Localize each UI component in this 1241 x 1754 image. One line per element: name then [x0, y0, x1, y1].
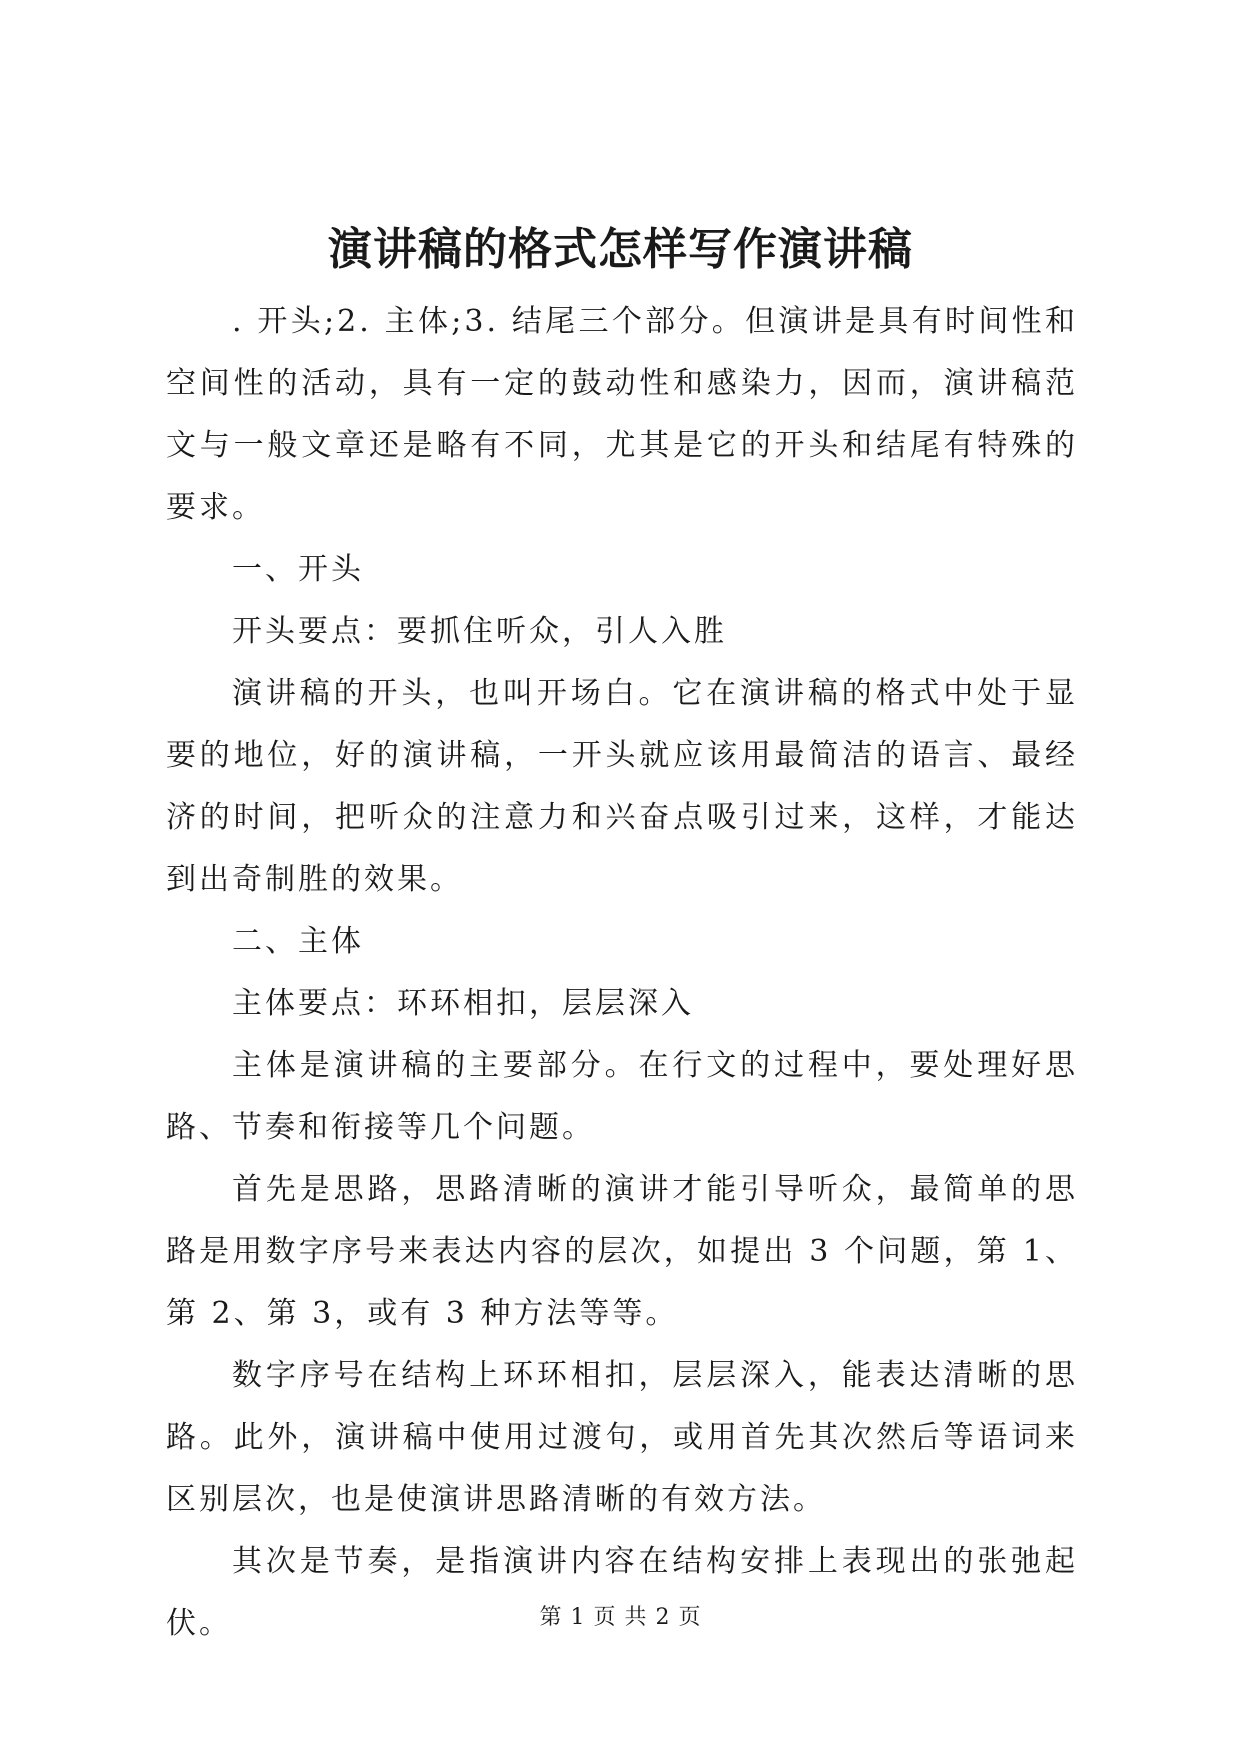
document-body — [166, 291, 1078, 1655]
heading-opening: 一、开头 — [232, 552, 364, 587]
paragraph-intro: . 开头;2. 主体;3. 结尾三个部分。但演讲是具有时间性和空间性的活动，具有一定的鼓动性和感染力，因而，演讲稿范文与一般文章还是略有不同，尤其是它的开头和结尾有特殊的要求。 — [166, 304, 1078, 525]
paragraph-structure: 首先是思路，思路清晰的演讲才能引导听众，最简单的思路是用数字序号来表达内容的层次，如提出 3 个问题，第 1、第 2、第 3，或有 3 种方法等等。 — [166, 1172, 1078, 1331]
paragraph-rhythm: 其次是节奏，是指演讲内容在结构安排上表现出的张弛起伏。 — [166, 1544, 1078, 1641]
paragraph-main-body: 主体是演讲稿的主要部分。在行文的过程中，要处理好思路、节奏和衔接等几个问题。 — [166, 1048, 1078, 1145]
paragraph-numbering: 数字序号在结构上环环相扣，层层深入，能表达清晰的思路。此外，演讲稿中使用过渡句，或用首先其次然后等语词来区别层次，也是使演讲思路清晰的有效方法。 — [166, 1358, 1078, 1517]
paragraph-opening-body: 演讲稿的开头，也叫开场白。它在演讲稿的格式中处于显要的地位，好的演讲稿，一开头就应该用最简洁的语言、最经济的时间，把听众的注意力和兴奋点吸引过来，这样，才能达到出奇制胜的效果。 — [166, 676, 1078, 897]
paragraph-main-points: 主体要点：环环相扣，层层深入 — [232, 986, 694, 1021]
page-footer: 第 1 页 共 2 页 — [539, 1605, 702, 1630]
document-title: 演讲稿的格式怎样写作演讲稿 — [328, 224, 913, 275]
heading-main-body: 二、主体 — [232, 924, 364, 959]
paragraph-opening-points: 开头要点：要抓住听众，引人入胜 — [232, 614, 727, 649]
